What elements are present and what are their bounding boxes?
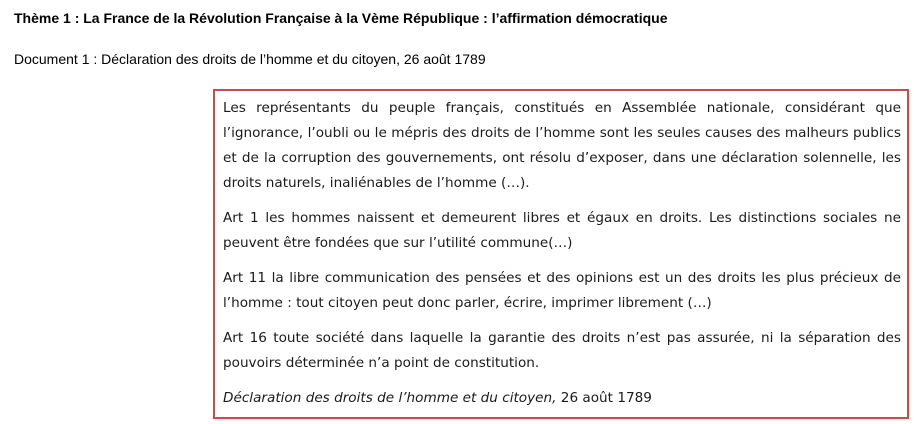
document-caption: Document 1 : Déclaration des droits de l’homme et du citoyen, 26 août 1789	[14, 51, 486, 67]
source-date: 26 août 1789	[556, 390, 652, 406]
theme-title: Thème 1 : La France de la Révolution Française à la Vème République : l’affirmation démocratique	[14, 10, 668, 26]
preamble-paragraph: Les représentants du peuple français, constitués en Assemblée nationale, considérant que l’ignorance, l’oubli ou le mépris des droits de l’homme sont les seules causes des malheurs publics et de la corruption des gouvernements, ont résolu d’exposer, dans une déclaration solennelle, les droits naturels, inaliénables de l’homme (…).	[223, 100, 901, 191]
article-11-paragraph: Art 11 la libre communication des pensées et des opinions est un des droits les plus précieux de l’homme : tout citoyen peut donc parler, écrire, imprimer librement (…)	[223, 270, 901, 311]
article-1-paragraph: Art 1 les hommes naissent et demeurent libres et égaux en droits. Les distinctions sociales ne peuvent être fondées que sur l’utilité commune(…)	[223, 210, 901, 251]
source-citation	[223, 386, 901, 411]
document-text-box	[213, 89, 909, 419]
source-title: Déclaration des droits de l’homme et du citoyen,	[223, 390, 557, 406]
article-16-paragraph: Art 16 toute société dans laquelle la garantie des droits n’est pas assurée, ni la séparation des pouvoirs déterminée n’a point de constitution.	[223, 330, 901, 371]
